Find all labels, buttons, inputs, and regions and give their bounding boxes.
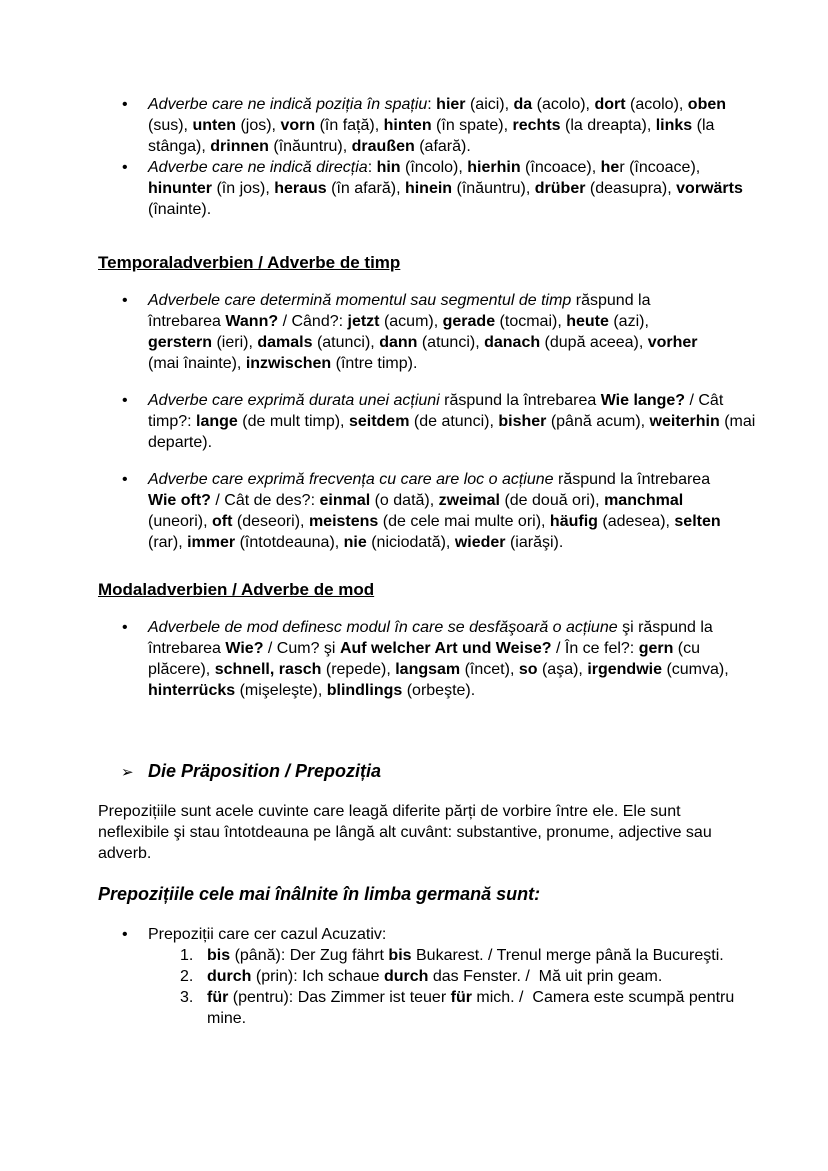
bullet-icon: • <box>122 392 128 409</box>
section-heading-modal: Modaladverbien / Adverbe de mod <box>98 580 375 599</box>
bullet-item-accusative <box>98 924 828 1029</box>
bullet-icon: • <box>122 292 128 309</box>
bullet-item-direction-adverbs <box>98 157 828 220</box>
item-number: 3. <box>180 989 194 1006</box>
bullet-icon: • <box>122 471 128 488</box>
numbered-item-bis <box>148 945 828 966</box>
bullet-text: Adverbele de mod definesc modul în care se desfăşoară o acțiune şi răspund la întrebarea Wie? / Cum? şi Auf welcher Art und Weise? / În ce fel?: gern (cu plăcere), schnell, rasch (repede), langsam (încet), so (aşa), irgendwie (cumva), hinterrücks (mişeleşte), blindlings (orbeşte). <box>148 619 729 699</box>
bullet-icon: • <box>122 96 128 113</box>
chapter-heading-text: Die Präposition / Prepoziția <box>148 761 382 781</box>
bullet-item-modal-adverbs <box>98 617 828 701</box>
accusative-label: Prepoziții care cer cazul Acuzativ: <box>148 926 387 943</box>
numbered-item-text: durch (prin): Ich schaue durch das Fenster. / Mă uit prin geam. <box>207 968 663 985</box>
item-number: 1. <box>180 947 194 964</box>
bullet-text: Adverbe care exprimă durata unei acțiuni răspund la întrebarea Wie lange? / Cât timp?: lange (de mult timp), seitdem (de atunci), bisher (până acum), weiterhin (mai departe). <box>148 392 756 451</box>
subheading-common-prepositions: Prepozițiile cele mai înâlnite în limba germană sunt: <box>98 884 541 904</box>
bullet-item-frequency <box>98 469 828 553</box>
praeposition-intro-paragraph: Prepozițiile sunt acele cuvinte care leagă diferite părți de vorbire între ele. Ele sunt neflexibile şi stau întotdeauna pe lângă alt cuvânt: substantive, pronume, adjective sau adverb. <box>98 803 712 862</box>
bullet-text: Adverbe care ne indică direcția: hin (încolo), hierhin (încoace), her (încoace), hinunter (în jos), heraus (în afară), hinein (înăuntru), drüber (deasupra), vorwärts (înainte). <box>148 159 743 218</box>
numbered-item-fuer <box>148 987 828 1029</box>
chapter-heading-praeposition <box>98 759 828 783</box>
bullet-icon: • <box>122 619 128 636</box>
bullet-text: Adverbe care ne indică poziția în spațiu: hier (aici), da (acolo), dort (acolo), oben (sus), unten (jos), vorn (în față), hinten (în spate), rechts (la dreapta), links (la stânga), drinnen (înăuntru), draußen (afară). <box>148 96 727 155</box>
numbered-item-text: für (pentru): Das Zimmer ist teuer für mich. / Camera este scumpă pentru mine. <box>207 989 735 1027</box>
modal-adverbs-list <box>98 617 828 701</box>
numbered-item-text: bis (până): Der Zug fährt bis Bukarest. / Trenul merge până la Bucureşti. <box>207 947 724 964</box>
bullet-item-duration <box>98 390 828 453</box>
section-heading-temporal: Temporaladverbien / Adverbe de timp <box>98 253 401 272</box>
bullet-icon: • <box>122 159 128 176</box>
accusative-examples-list <box>148 945 828 1029</box>
bullet-text: Adverbele care determină momentul sau segmentul de timp răspund la întrebarea Wann? / Când?: jetzt (acum), gerade (tocmai), heute (azi), gerstern (ieri), damals (atunci), dann (atunci), danach (după aceea), vorher (mai înainte), inzwischen (între timp). <box>148 292 698 372</box>
numbered-item-durch <box>148 966 828 987</box>
adverb-position-direction-list <box>98 94 828 220</box>
item-number: 2. <box>180 968 194 985</box>
temporal-adverbs-list <box>98 290 828 553</box>
bullet-item-position-adverbs <box>98 94 828 157</box>
accusative-prepositions-list <box>98 924 828 1029</box>
bullet-item-time-moment <box>98 290 828 374</box>
bullet-text: Adverbe care exprimă frecvența cu care are loc o acțiune răspund la întrebarea Wie oft? / Cât de des?: einmal (o dată), zweimal (de două ori), manchmal (uneori), oft (deseori), meistens (de cele mai multe ori), häufig (adesea), selten (rar), immer (întotdeauna), nie (niciodată), wieder (iarăşi). <box>148 471 721 551</box>
arrow-bullet-icon: ➢ <box>121 764 134 781</box>
bullet-icon: • <box>122 926 128 943</box>
